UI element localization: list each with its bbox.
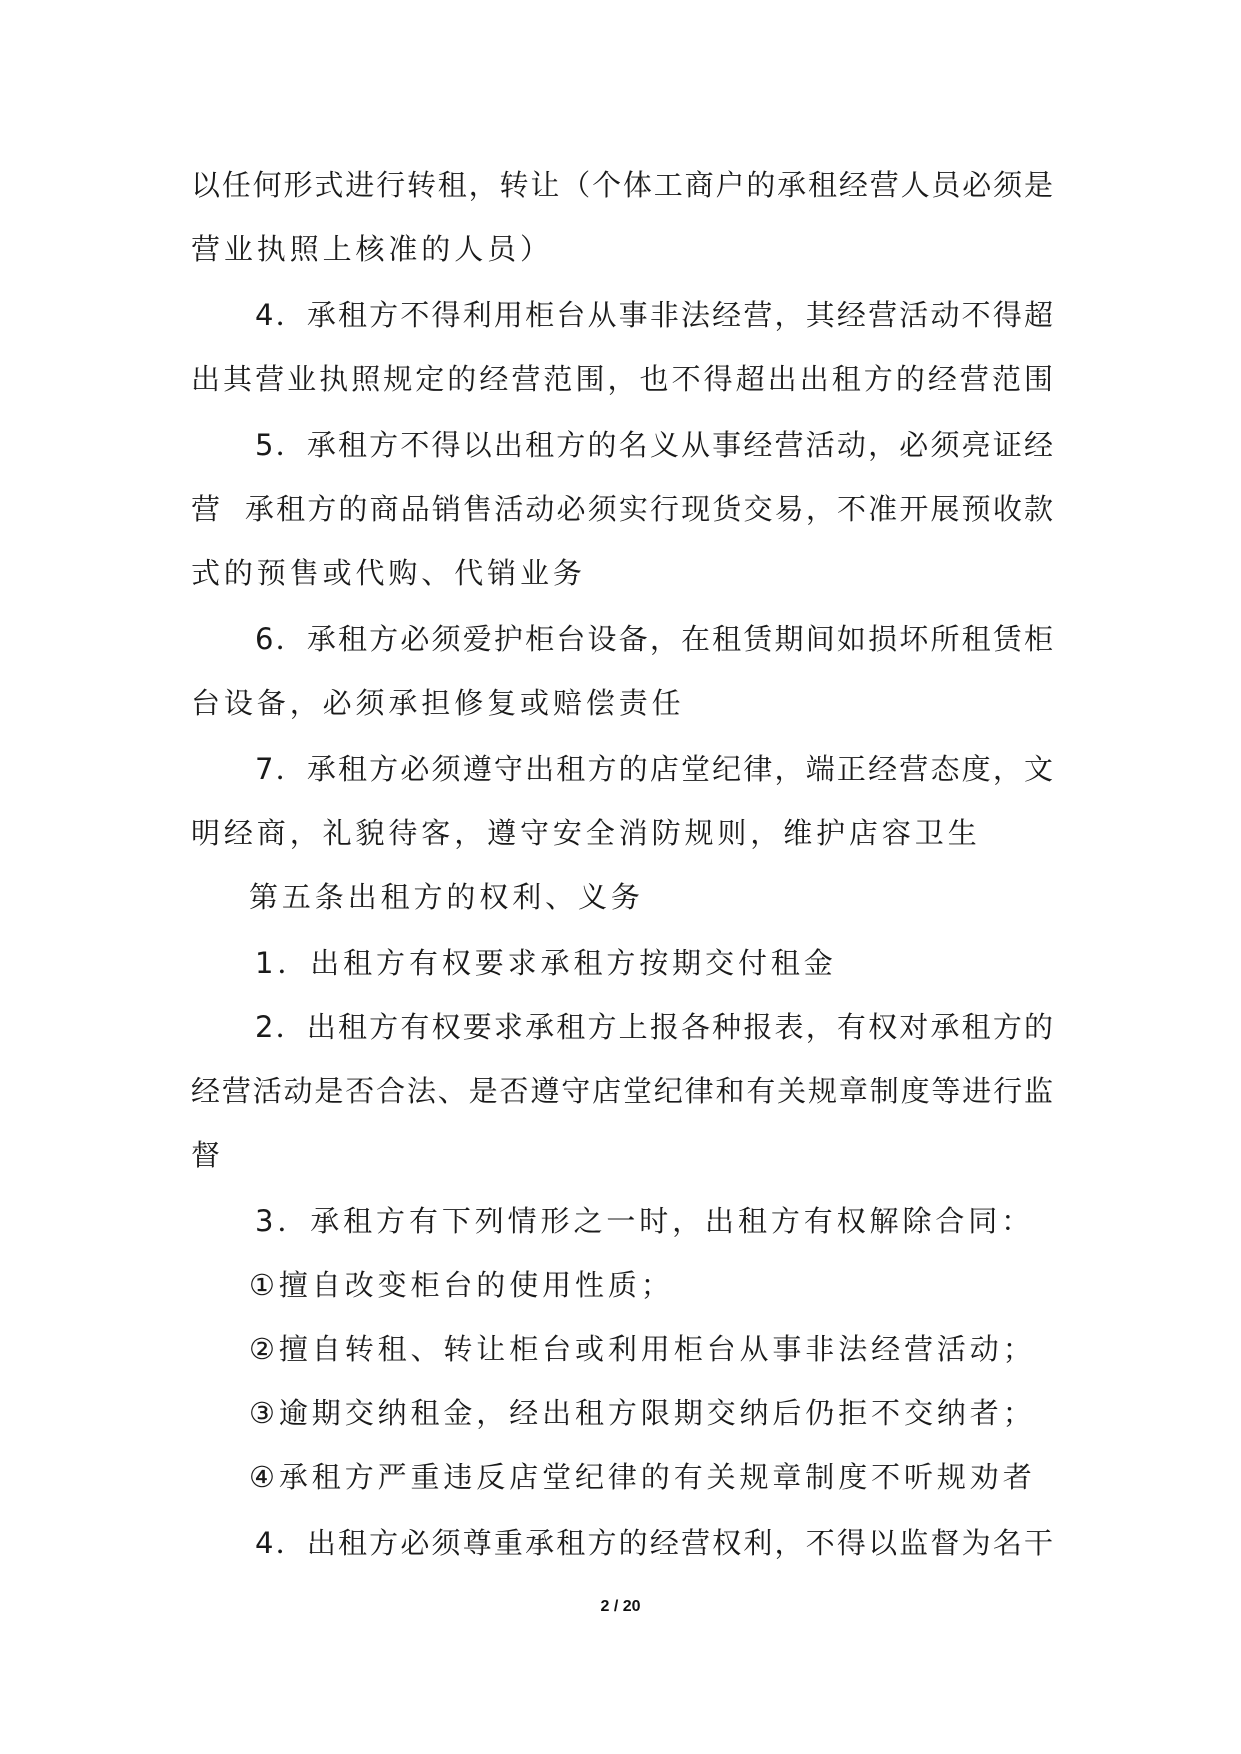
text-line: 2．出租方有权要求承租方上报各种报表，有权对承租方的 — [255, 1010, 1053, 1044]
text-line: 5．承租方不得以出租方的名义从事经营活动，必须亮证经 — [255, 428, 1053, 462]
list-item: ④承租方严重违反店堂纪律的有关规章制度不听规劝者 — [249, 1460, 1036, 1494]
text-line: 营 承租方的商品销售活动必须实行现货交易，不准开展预收款 — [191, 492, 1053, 526]
text-line: 4．承租方不得利用柜台从事非法经营，其经营活动不得超 — [255, 298, 1053, 332]
text-line: 出其营业执照规定的经营范围，也不得超出出租方的经营范围 — [191, 362, 1053, 396]
list-item: ②擅自转租、转让柜台或利用柜台从事非法经营活动； — [249, 1332, 1036, 1366]
text-line: 经营活动是否合法、是否遵守店堂纪律和有关规章制度等进行监 — [191, 1074, 1053, 1108]
text-line: 台设备，必须承担修复或赔偿责任 — [191, 686, 685, 720]
text-line: 7．承租方必须遵守出租方的店堂纪律，端正经营态度，文 — [255, 752, 1053, 786]
text-line: 4．出租方必须尊重承租方的经营权利，不得以监督为名干 — [255, 1526, 1053, 1560]
document-body — [191, 153, 1053, 1575]
text-line: 明经商，礼貌待客，遵守安全消防规则，维护店容卫生 — [191, 816, 981, 850]
text-line: 营业执照上核准的人员） — [191, 232, 553, 266]
page-number: 2 / 20 — [600, 1598, 641, 1615]
text-line: 以任何形式进行转租，转让（个体工商户的承租经营人员必须是 — [191, 168, 1053, 202]
text-line: 6．承租方必须爱护柜台设备，在租赁期间如损坏所租赁柜 — [255, 622, 1053, 656]
text-line: 督 — [191, 1138, 224, 1172]
text-line: 1．出租方有权要求承租方按期交付租金 — [255, 946, 837, 980]
section-heading: 第五条出租方的权利、义务 — [249, 880, 644, 914]
text-line: 3．承租方有下列情形之一时，出租方有权解除合同： — [255, 1204, 1035, 1238]
text-line: 式的预售或代购、代销业务 — [191, 556, 586, 590]
list-item: ①擅自改变柜台的使用性质； — [249, 1268, 674, 1302]
list-item: ③逾期交纳租金，经出租方限期交纳后仍拒不交纳者； — [249, 1396, 1036, 1430]
